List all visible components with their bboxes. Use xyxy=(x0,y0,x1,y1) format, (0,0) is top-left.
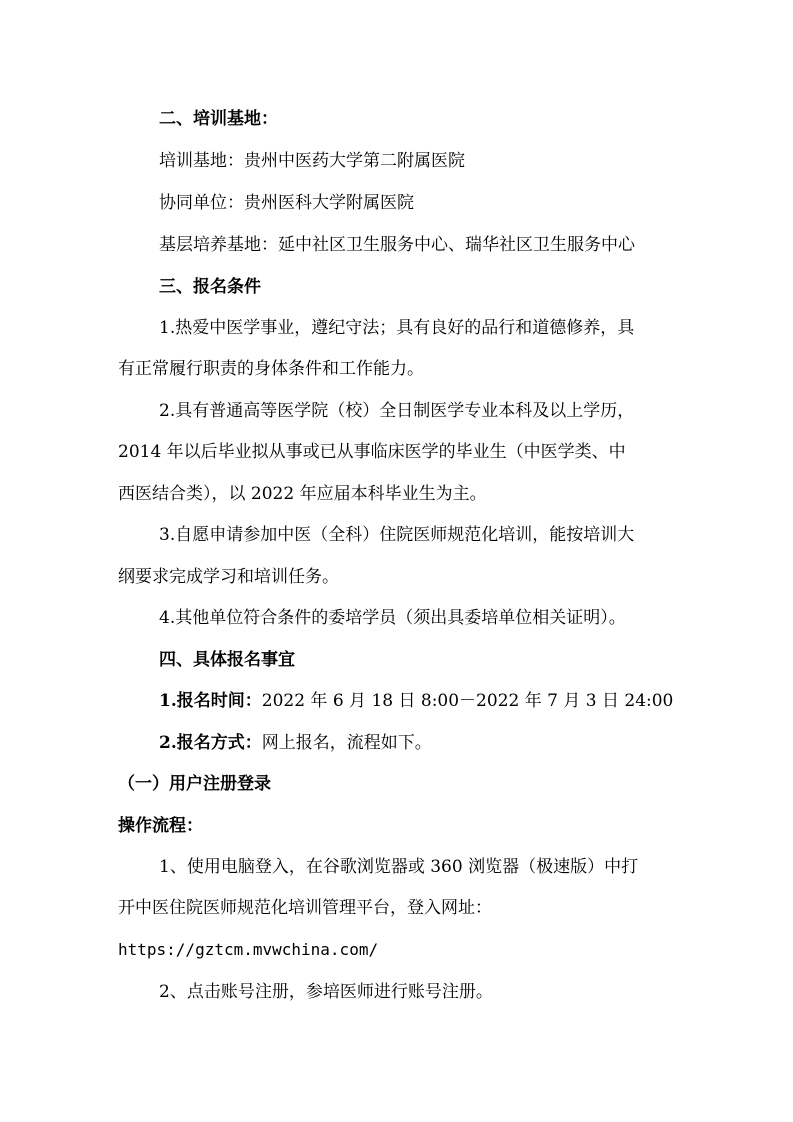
section3-heading: 三、报名条件 xyxy=(159,277,261,297)
condition-1-line-1: 1.热爱中医学事业，遵纪守法；具有良好的品行和道德修养，具 xyxy=(159,318,635,338)
registration-time xyxy=(159,689,673,713)
step-1-line-1: 1、使用电脑登入，在谷歌浏览器或 360 浏览器（极速版）中打 xyxy=(159,857,639,877)
step-1-line-2: 开中医住院医师规范化培训管理平台，登入网址： xyxy=(118,898,492,918)
condition-2-line-2: 2014 年以后毕业拟从事或已从事临床医学的毕业生（中医学类、中 xyxy=(118,442,626,462)
platform-url[interactable]: https://gztcm.mvwchina.com/ xyxy=(118,940,379,959)
condition-3-line-2: 纲要求完成学习和培训任务。 xyxy=(118,567,339,587)
condition-1-line-2: 有正常履行职责的身体条件和工作能力。 xyxy=(118,359,424,379)
training-base: 培训基地：贵州中医药大学第二附属医院 xyxy=(159,151,465,171)
registration-method-value: 网上报名，流程如下。 xyxy=(261,733,432,753)
condition-2-line-1: 2.具有普通高等医学院（校）全日制医学专业本科及以上学历， xyxy=(159,401,635,421)
registration-method xyxy=(159,731,432,755)
registration-time-value: 2022 年 6 月 18 日 8:00－2022 年 7 月 3 日 24:00 xyxy=(261,691,674,711)
grassroots-base: 基层培养基地：延中社区卫生服务中心、瑞华社区卫生服务中心 xyxy=(159,235,635,255)
condition-4: 4.其他单位符合条件的委培学员（须出具委培单位相关证明）。 xyxy=(159,608,626,628)
registration-method-label: 2.报名方式： xyxy=(159,733,262,753)
registration-time-label: 1.报名时间： xyxy=(159,691,262,711)
section2-heading: 二、培训基地： xyxy=(159,109,278,129)
step-2: 2、点击账号注册，参培医师进行账号注册。 xyxy=(159,982,493,1002)
partner-unit: 协同单位：贵州医科大学附属医院 xyxy=(159,193,414,213)
section4-heading: 四、具体报名事宜 xyxy=(159,650,295,670)
condition-2-line-3: 西医结合类），以 2022 年应届本科毕业生为主。 xyxy=(118,484,487,504)
condition-3-line-1: 3.自愿申请参加中医（全科）住院医师规范化培训，能按培训大 xyxy=(159,525,635,545)
process-heading: 操作流程： xyxy=(118,816,203,836)
subsection-1-heading: （一）用户注册登录 xyxy=(118,774,271,794)
